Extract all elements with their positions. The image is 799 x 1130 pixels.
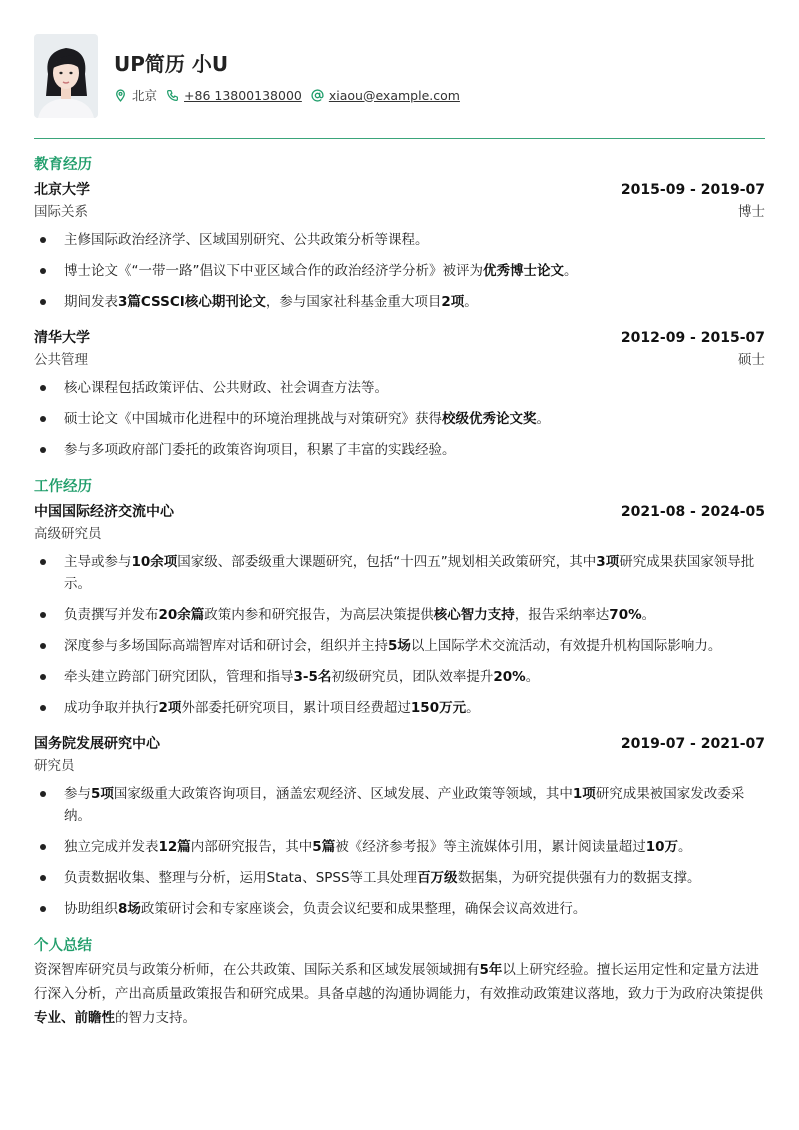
emphasis-text: 10余项 <box>131 554 178 570</box>
summary-text: 资深智库研究员与政策分析师，在公共政策、国际关系和区域发展领域拥有5年以上研究经验。擅长运用定性和定量方法进行深入分析，产出高质量政策报告和研究成果。具备卓越的沟通协调能力，有效推动政策建议落地，致力于为政府决策提供专业、前瞻性的智力支持。 <box>34 962 763 1026</box>
resume-page <box>34 34 765 1030</box>
emphasis-text: 12篇 <box>158 839 191 855</box>
school-name: 清华大学 <box>34 330 90 346</box>
bullet-item: 独立完成并发表12篇内部研究报告，其中5篇被《经济参考报》等主流媒体引用，累计阅读量超过10万。 <box>34 836 765 858</box>
bullet-item: 牵头建立跨部门研究团队，管理和指导3-5名初级研究员，团队效率提升20%。 <box>34 666 765 688</box>
section-title-work: 工作经历 <box>34 479 92 495</box>
bullet-list <box>34 783 765 920</box>
school-name: 北京大学 <box>34 182 90 198</box>
bullet-item: 博士论文《“一带一路”倡议下中亚区域合作的政治经济学分析》被评为优秀博士论文。 <box>34 260 765 282</box>
contact-email[interactable] <box>311 88 460 103</box>
work-entry <box>34 501 765 719</box>
entry-header <box>34 501 765 523</box>
emphasis-text: 核心智力支持 <box>433 607 515 623</box>
emphasis-text: 8场 <box>118 901 141 917</box>
emphasis-text: 3项 <box>596 554 620 570</box>
emphasis-text: 2项 <box>441 294 465 310</box>
bullet-list <box>34 229 765 313</box>
bullet-item: 协助组织8场政策研讨会和专家座谈会，负责会议纪要和成果整理，确保会议高效进行。 <box>34 898 765 920</box>
emphasis-text: 5篇 <box>312 839 336 855</box>
emphasis-text: 1项 <box>572 786 596 802</box>
date-range: 2021-08 - 2024-05 <box>620 504 765 520</box>
contact-row <box>114 86 469 104</box>
emphasis-text: 10万 <box>645 839 678 855</box>
job-title: 研究员 <box>34 758 75 774</box>
entry-subheader <box>34 349 765 371</box>
bullet-item: 主修国际政治经济学、区域国别研究、公共政策分析等课程。 <box>34 229 765 251</box>
degree: 博士 <box>738 204 765 220</box>
emphasis-text: 2项 <box>158 700 182 716</box>
contact-location <box>114 86 157 104</box>
work-entry <box>34 733 765 920</box>
bullet-item: 期间发表3篇CSSCI核心期刊论文，参与国家社科基金重大项目2项。 <box>34 291 765 313</box>
emphasis-text: 5项 <box>91 786 114 802</box>
section-title-education: 教育经历 <box>34 157 92 173</box>
bullet-list <box>34 551 765 719</box>
bullet-item: 核心课程包括政策评估、公共财政、社会调查方法等。 <box>34 377 765 399</box>
map-pin-icon <box>114 89 127 102</box>
emphasis-text: 校级优秀论文奖 <box>442 411 537 427</box>
entry-subheader <box>34 523 765 545</box>
company-name: 国务院发展研究中心 <box>34 736 160 752</box>
emphasis-text: 优秀博士论文 <box>483 263 564 279</box>
header-info <box>114 34 469 104</box>
education-entry <box>34 179 765 313</box>
resume-header <box>34 34 765 120</box>
phone-link[interactable]: +86 13800138000 <box>184 87 302 103</box>
portrait-photo <box>34 34 98 118</box>
emphasis-text: 20% <box>493 669 526 685</box>
phone-icon <box>166 89 179 102</box>
emphasis-text: 专业、前瞻性 <box>34 1010 115 1026</box>
entry-header <box>34 733 765 755</box>
bullet-item: 成功争取并执行2项外部委托研究项目，累计项目经费超过150万元。 <box>34 697 765 719</box>
bullet-item: 参与多项政府部门委托的政策咨询项目，积累了丰富的实践经验。 <box>34 439 765 461</box>
emphasis-text: 5场 <box>388 638 411 654</box>
emphasis-text: 百万级 <box>417 870 458 886</box>
entry-subheader <box>34 755 765 777</box>
date-range: 2019-07 - 2021-07 <box>620 736 765 752</box>
entry-subheader <box>34 201 765 223</box>
location-text: 北京 <box>132 88 158 103</box>
bullet-item: 深度参与多场国际高端智库对话和研讨会，组织并主持5场以上国际学术交流活动，有效提升机构国际影响力。 <box>34 635 765 657</box>
header-divider <box>34 138 765 139</box>
bullet-item: 主导或参与10余项国家级、部委级重大课题研究，包括“十四五”规划相关政策研究，其中3项研究成果获国家领导批示。 <box>34 551 765 595</box>
date-range: 2012-09 - 2015-07 <box>620 330 765 346</box>
emphasis-text: 3-5名 <box>293 669 332 685</box>
company-name: 中国国际经济交流中心 <box>34 504 174 520</box>
major: 国际关系 <box>34 204 88 220</box>
emphasis-text: 20余篇 <box>158 607 205 623</box>
at-sign-icon <box>311 89 324 102</box>
major: 公共管理 <box>34 352 88 368</box>
degree: 硕士 <box>738 352 765 368</box>
section-title-summary: 个人总结 <box>34 938 92 954</box>
bullet-item: 负责撰写并发布20余篇政策内参和研究报告，为高层决策提供核心智力支持，报告采纳率达70%。 <box>34 604 765 626</box>
avatar <box>34 34 98 118</box>
bullet-item: 硕士论文《中国城市化进程中的环境治理挑战与对策研究》获得校级优秀论文奖。 <box>34 408 765 430</box>
job-title: 高级研究员 <box>34 526 102 542</box>
education-entry <box>34 327 765 461</box>
email-link[interactable]: xiaou@example.com <box>328 87 460 103</box>
entry-header <box>34 327 765 349</box>
bullet-item: 负责数据收集、整理与分析，运用Stata、SPSS等工具处理百万级数据集，为研究提供强有力的数据支撑。 <box>34 867 765 889</box>
emphasis-text: 70% <box>609 607 642 623</box>
date-range: 2015-09 - 2019-07 <box>620 182 765 198</box>
emphasis-text: 150万元 <box>410 700 467 716</box>
emphasis-text: 3篇CSSCI核心期刊论文 <box>118 294 266 310</box>
candidate-name: UP简历 小U <box>114 52 229 76</box>
bullet-item: 参与5项国家级重大政策咨询项目，涵盖宏观经济、区域发展、产业政策等领域，其中1项研究成果被国家发改委采纳。 <box>34 783 765 827</box>
entry-header <box>34 179 765 201</box>
emphasis-text: 5年 <box>479 962 503 978</box>
bullet-list <box>34 377 765 461</box>
contact-phone[interactable] <box>166 88 302 103</box>
